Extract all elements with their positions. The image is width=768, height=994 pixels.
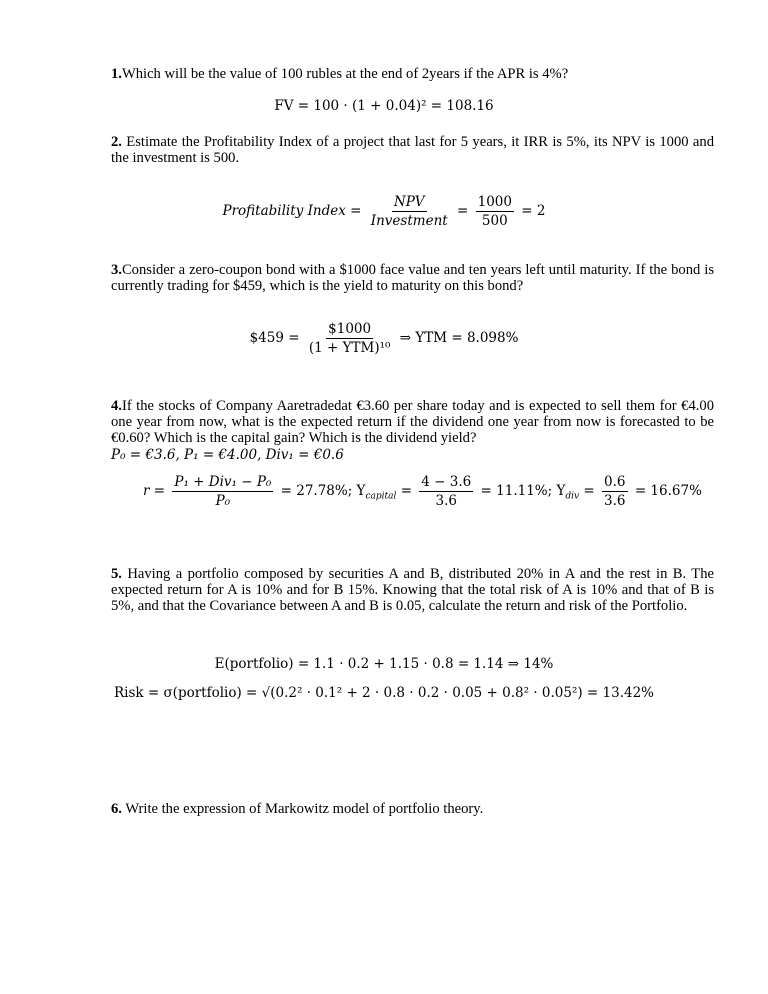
fraction-numerator: $1000 xyxy=(328,321,372,337)
q1-formula: FV = 100 · (1 + 0.04)² = 108.16 xyxy=(274,98,494,114)
fraction-denominator: P₀ xyxy=(215,493,231,509)
question-number: 1. xyxy=(111,66,122,82)
question-5 xyxy=(111,566,714,614)
q2-result: = 2 xyxy=(521,203,546,219)
q3-lhs: $459 = xyxy=(249,330,300,346)
fraction-numerator: NPV xyxy=(393,194,425,210)
question-number: 6. xyxy=(111,801,122,817)
fraction-denominator: 3.6 xyxy=(435,493,458,509)
q4-capital-fraction xyxy=(419,474,473,509)
q4-formula xyxy=(143,474,702,509)
question-text: Write the expression of Markowitz model of portfolio theory. xyxy=(121,801,484,817)
q4-return-result: = 27.78%; Y xyxy=(280,483,366,499)
question-2 xyxy=(111,134,714,166)
question-6 xyxy=(111,801,714,817)
fraction-denominator: (1 + YTM)¹⁰ xyxy=(308,340,391,356)
fraction-numerator: P₁ + Div₁ − P₀ xyxy=(174,474,272,490)
equals-sign: = xyxy=(400,483,412,499)
question-text: Which will be the value of 100 rubles at the end of 2years if the APR is 4%? xyxy=(121,66,569,82)
q2-formula xyxy=(0,194,768,229)
q4-dividend-fraction xyxy=(602,474,627,509)
question-1 xyxy=(111,66,714,82)
fraction-denominator: 500 xyxy=(481,213,508,229)
fraction-denominator: Investment xyxy=(370,213,448,229)
q3-result: ⇒ YTM = 8.098% xyxy=(399,330,519,346)
question-number: 3. xyxy=(111,262,122,278)
question-3 xyxy=(111,262,714,294)
question-number: 5. xyxy=(111,566,122,582)
q4-capital-result: = 11.11%; Y xyxy=(480,483,566,499)
q4-dividend-result: = 16.67% xyxy=(634,483,702,499)
q5-risk-formula: Risk = σ(portfolio) = √(0.2² · 0.1² + 2 · 0.8 · 0.2 · 0.05 + 0.8² · 0.05²) = 13.42% xyxy=(113,685,655,701)
q3-fraction xyxy=(307,321,393,356)
q2-fraction-2 xyxy=(476,194,514,229)
question-4 xyxy=(111,398,714,463)
q3-formula xyxy=(0,321,768,356)
question-text: Consider a zero-coupon bond with a $1000 face value and ten years left until maturity. If the bond is currently trading for $459, which is the yield to maturity on this bond? xyxy=(111,262,714,294)
q4-r-lhs: r = xyxy=(143,483,166,499)
fraction-numerator: 1000 xyxy=(477,194,512,210)
question-number: 2. xyxy=(111,134,122,150)
q2-lhs: Profitability Index = xyxy=(222,203,362,219)
q5-expected-return-formula: E(portfolio) = 1.1 · 0.2 + 1.15 · 0.8 = 1.14 ⇒ 14% xyxy=(214,656,554,672)
capital-subscript: capital xyxy=(365,491,397,502)
fraction-numerator: 4 − 3.6 xyxy=(421,474,472,490)
q4-return-fraction xyxy=(172,474,273,509)
equals-sign: = xyxy=(583,483,595,499)
question-number: 4. xyxy=(111,398,122,414)
q4-givens: P₀ = €3.6, P₁ = €4.00, Div₁ = €0.6 xyxy=(111,447,344,463)
q2-fraction-1 xyxy=(369,194,450,229)
question-text: Having a portfolio composed by securities A and B, distributed 20% in A and the rest in B. The expected return for A is 10% and for B 15%. Knowing that the total risk of A is 10% and that of B is 5%, and that the Covariance between A and B is 0.05, calculate the return and risk of the Portfolio. xyxy=(111,566,714,614)
div-subscript: div xyxy=(565,491,580,502)
fraction-numerator: 0.6 xyxy=(604,474,626,490)
fraction-denominator: 3.6 xyxy=(604,493,626,509)
equals-sign: = xyxy=(457,203,469,219)
question-text: If the stocks of Company Aaretradedat €3.60 per share today and is expected to sell them for €4.00 one year from now, what is the expected return if the dividend one year from now is forecasted to be €0.60? Which is the capital gain? Which is the dividend yield? xyxy=(111,398,714,446)
question-text: Estimate the Profitability Index of a project that last for 5 years, it IRR is 5%, its NPV is 1000 and the investment is 500. xyxy=(111,134,714,166)
